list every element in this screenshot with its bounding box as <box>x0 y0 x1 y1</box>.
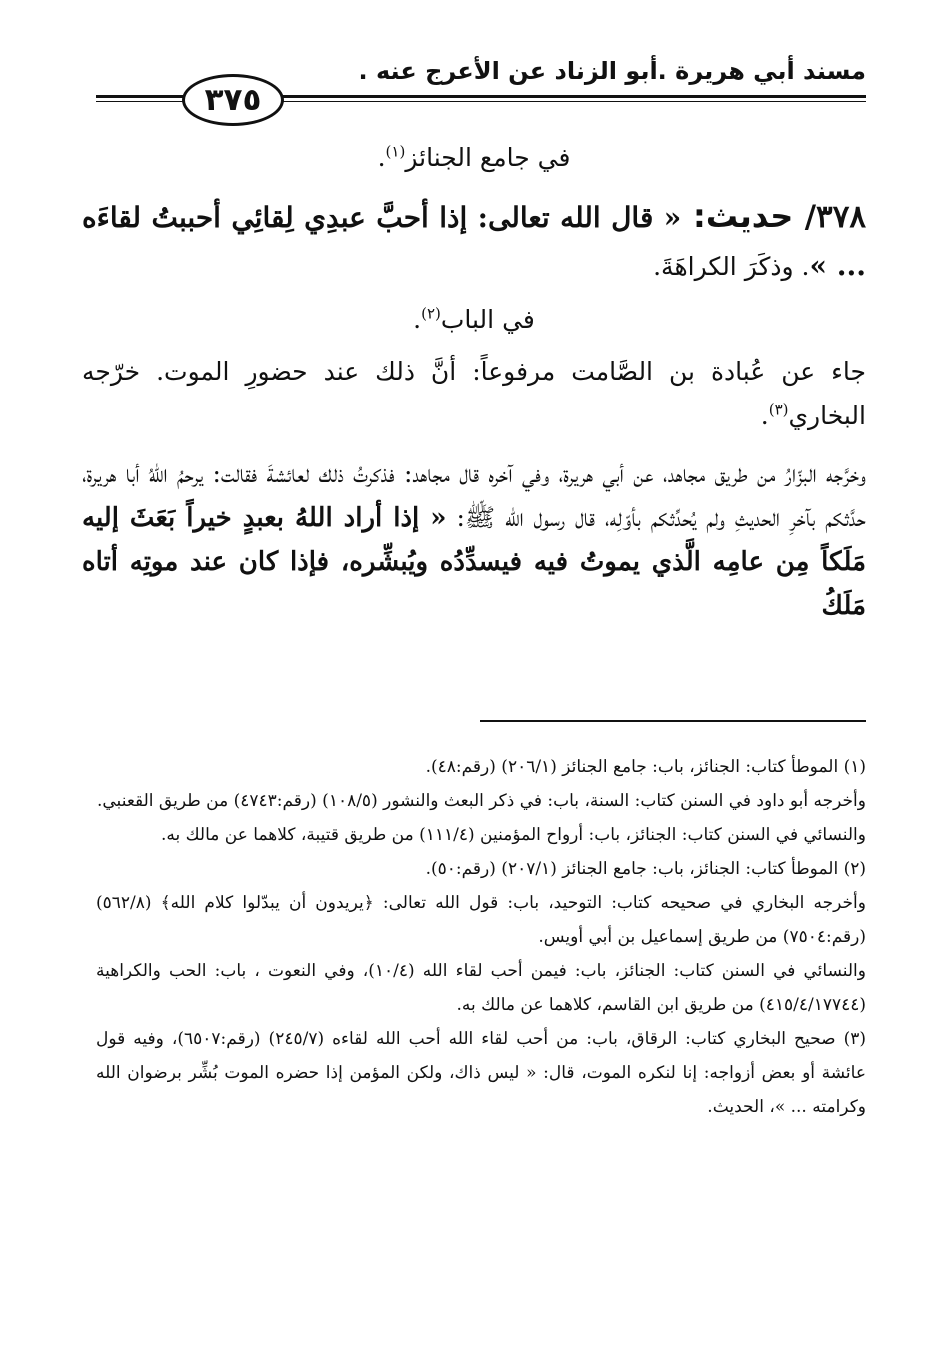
running-title: مسند أبي هريرة .أبو الزناد عن الأعرج عنه . <box>358 57 866 85</box>
hadith-text: « قال الله تعالى: إذا أحبَّ عبدِي لِقائِي أحببتُ لقاءَه ... » <box>82 201 866 282</box>
hadith-number: ٣٧٨/ <box>793 199 866 235</box>
paragraph-1: جاء عن عُبادة بن الصَّامت مرفوعاً: أنَّ ذلك عند حضورِ الموت. خرّجه البخاري$^{(٣)}$. <box>82 357 866 430</box>
footnote-1-cont: وأخرجه أبو داود في السنن كتاب: السنة، باب: في ذكر البعث والنشور (١٠٨/٥) (رقم:٤٧٤٣) من طريق القعنبي. <box>96 791 866 811</box>
footnote-divider <box>480 720 866 722</box>
footnote-3: (٣) صحيح البخاري كتاب: الرقاق، باب: من أحب لقاء الله أحب الله لقاءه (٢٤٥/٧) (رقم:٦٥٠٧)، وفيه قول عائشة أو بعض أزواجه: إنا لنكره الموت، قال: « ليس ذاك، ولكن المؤمن إذا حضره الموت بُشِّر برضوان الله وكرامته ... »، الحديث. <box>96 1029 866 1117</box>
footnote-2-cont: وأخرجه البخاري في صحيحه كتاب: التوحيد، باب: قول الله تعالى: ﴿يريدون أن يبدّلوا كلام الله﴾ (٥٦٢/٨) (رقم:٧٥٠٤) من طريق إسماعيل بن أبي أويس. <box>96 893 866 947</box>
footnote-ref-1: (١) <box>385 142 406 161</box>
footnote-ref-2: (٢) <box>421 304 441 323</box>
paragraph-2-hadith: « إذا أراد اللهُ بعبدٍ خيراً بَعَثَ إليه مَلَكاً مِن عامِه الَّذي يموتُ فيه فيسدِّدُه ويُبشِّره، فإذا كان عند موتِه أتاه مَلَكُ <box>82 503 866 621</box>
footnote-ref-3: (٣) <box>768 400 789 419</box>
page-number: ٣٧٥ <box>182 74 284 126</box>
page-header <box>96 55 866 125</box>
hadith-entry <box>82 192 866 291</box>
footnotes <box>96 750 866 1124</box>
footnote-2: (٢) الموطأ كتاب: الجنائز، باب: جامع الجنائز (٢٠٧/١) (رقم:٥٠). <box>425 859 866 879</box>
section-line-2: في الباب$^{(٢)}$. <box>413 304 535 334</box>
section-line-1: في جامع الجنائز$^{(١)}$. <box>377 142 571 172</box>
hadith-keyword: حديث: <box>681 197 794 235</box>
paragraph-2: وخرَّجه البزّارُ من طريق مجاهد، عن أبي هريرة، وفي آخره قال مجاهد: فذكرتُ ذلك لعائشةَ فقالت: يرحمُ اللهُ أبا هريرة، حدَّثكم بآخرِ الحديثِ ولم يُحدِّثكم بأوّلِه، قال رسول الله ﷺ: « إذا أراد اللهُ بعبدٍ خيراً بَعَثَ إليه مَلَكاً مِن عامِه الَّذي يموتُ فيه فيسدِّدُه ويُبشِّره، فإذا كان عند موتِه أتاه مَلَكُ <box>82 459 866 621</box>
footnote-1: (١) الموطأ كتاب: الجنائز، باب: جامع الجنائز (٢٠٦/١) (رقم:٤٨). <box>425 757 866 777</box>
footnote-1-cont: والنسائي في السنن كتاب: الجنائز، باب: أرواح المؤمنين (١١١/٤) من طريق قتيبة، كلاهما عن مالك به. <box>160 825 866 845</box>
footnote-2-cont: والنسائي في السنن كتاب: الجنائز، باب: فيمن أحب لقاء الله (١٠/٤)، وفي النعوت ، باب: الحب والكراهية (٤١٥/٤/١٧٧٤٤) من طريق ابن القاسم، كلاهما عن مالك به. <box>96 961 866 1015</box>
main-text <box>82 143 866 628</box>
hadith-rest: . وذكَرَ الكراهَةَ. <box>653 252 810 281</box>
